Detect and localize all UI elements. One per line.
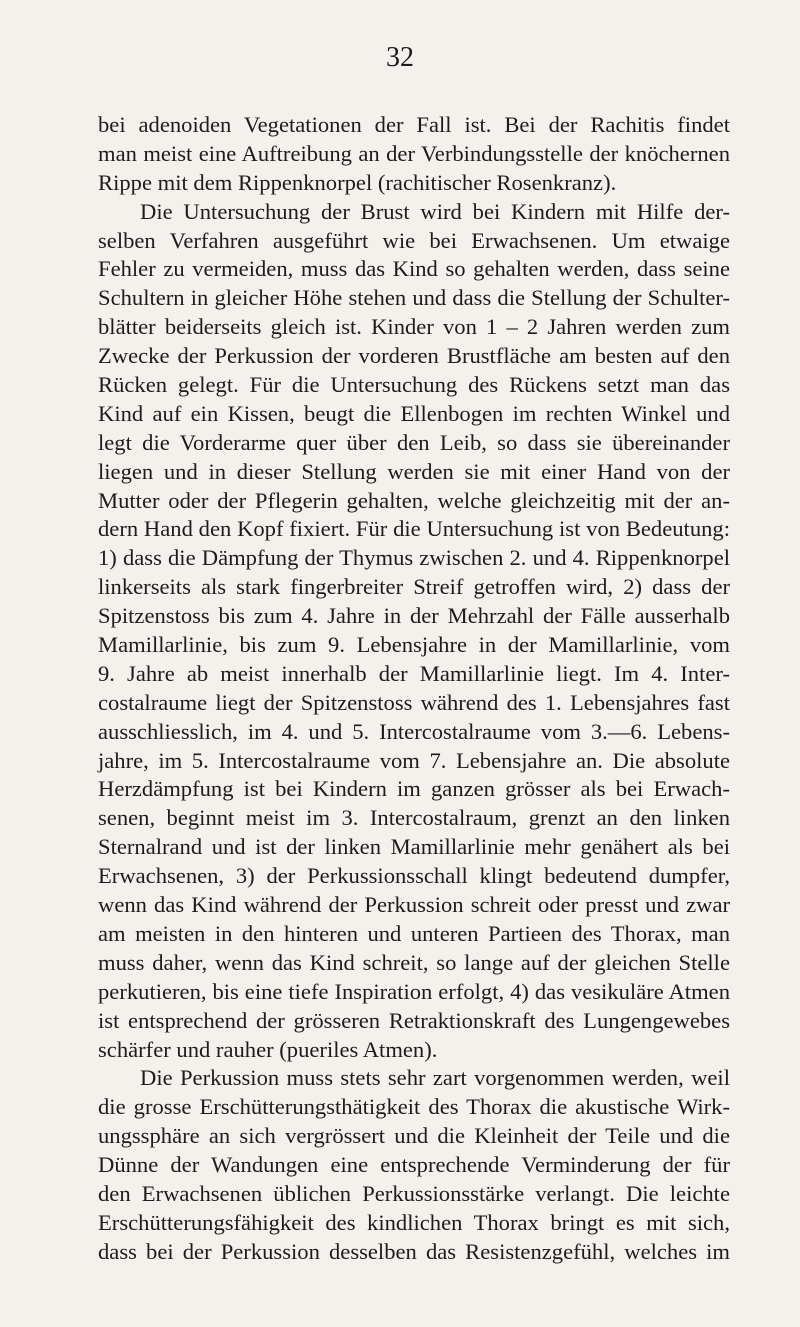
- text-line: blätter beiderseits gleich ist. Kinder von 1 – 2 Jahren werden zum: [98, 314, 730, 340]
- text-line: Rippe mit dem Rippenknorpel (rachitischer Rosenkranz).: [98, 169, 617, 195]
- text-line: Zwecke der Perkussion der vorderen Brustfläche am besten auf den: [98, 343, 730, 369]
- text-line: Sternalrand und ist der linken Mamillarlinie mehr genähert als bei: [98, 834, 730, 860]
- text-line: Spitzenstoss bis zum 4. Jahre in der Mehrzahl der Fälle ausserhalb: [98, 603, 730, 629]
- text-line: am meisten in den hinteren und unteren Partieen des Thorax, man: [98, 920, 730, 946]
- text-line: Erwachsenen, 3) der Perkussionsschall klingt bedeutend dumpfer,: [98, 863, 730, 889]
- text-line: 1) dass die Dämpfung der Thymus zwischen 2. und 4. Rippenknorpel: [98, 545, 730, 571]
- text-line: den Erwachsenen üblichen Perkussionsstärke verlangt. Die leichte: [98, 1180, 730, 1206]
- text-line: 9. Jahre ab meist innerhalb der Mamillarlinie liegt. Im 4. Inter-: [98, 660, 730, 686]
- text-line: Die Perkussion muss stets sehr zart vorgenommen werden, weil: [140, 1065, 730, 1091]
- text-line: wenn das Kind während der Perkussion schreit oder presst und zwar: [98, 892, 730, 918]
- text-line: Rücken gelegt. Für die Untersuchung des Rückens setzt man das: [98, 372, 730, 398]
- body-text: [98, 111, 730, 1267]
- text-line: bei adenoiden Vegetationen der Fall ist. Bei der Rachitis findet: [98, 112, 730, 137]
- text-line: linkerseits als stark fingerbreiter Streif getroffen wird, 2) dass der: [98, 574, 730, 600]
- text-line: Herzdämpfung ist bei Kindern im ganzen grösser als bei Erwach-: [98, 776, 730, 802]
- text-line: legt die Vorderarme quer über den Leib, so dass sie übereinander: [98, 429, 730, 455]
- text-line: ist entsprechend der grösseren Retraktionskraft des Lungengewebes: [98, 1007, 730, 1033]
- text-line: senen, beginnt meist im 3. Intercostalraum, grenzt an den linken: [98, 805, 730, 831]
- text-line: Schultern in gleicher Höhe stehen und dass die Stellung der Schulter-: [98, 285, 730, 311]
- text-line: Mutter oder der Pflegerin gehalten, welche gleichzeitig mit der an-: [98, 487, 730, 513]
- text-line: muss daher, wenn das Kind schreit, so lange auf der gleichen Stelle: [98, 949, 730, 975]
- text-line: selben Verfahren ausgeführt wie bei Erwachsenen. Um etwaige: [98, 227, 730, 253]
- text-line: Erschütterungsfähigkeit des kindlichen Thorax bringt es mit sich,: [98, 1209, 730, 1235]
- text-line: jahre, im 5. Intercostalraume vom 7. Lebensjahre an. Die absolute: [98, 747, 730, 773]
- text-line: dass bei der Perkussion desselben das Resistenzgefühl, welches im: [98, 1238, 730, 1264]
- text-line: dern Hand den Kopf fixiert. Für die Untersuchung ist von Bedeutung:: [98, 516, 730, 542]
- text-line: Kind auf ein Kissen, beugt die Ellenbogen im rechten Winkel und: [98, 400, 730, 426]
- text-line: ausschliesslich, im 4. und 5. Intercostalraume vom 3.—6. Lebens-: [98, 718, 730, 744]
- text-line: perkutieren, bis eine tiefe Inspiration erfolgt, 4) das vesikuläre Atmen: [98, 978, 730, 1004]
- text-line: liegen und in dieser Stellung werden sie mit einer Hand von der: [98, 458, 730, 484]
- text-line: costalraume liegt der Spitzenstoss während des 1. Lebensjahres fast: [98, 689, 730, 715]
- text-line: Fehler zu vermeiden, muss das Kind so gehalten werden, dass seine: [98, 256, 730, 282]
- text-line: schärfer und rauher (pueriles Atmen).: [98, 1036, 438, 1062]
- text-line: die grosse Erschütterungsthätigkeit des Thorax die akustische Wirk-: [98, 1094, 730, 1120]
- page-number: 32: [386, 42, 414, 73]
- text-line: ungssphäre an sich vergrössert und die Kleinheit der Teile und die: [98, 1123, 730, 1149]
- text-line: Die Untersuchung der Brust wird bei Kindern mit Hilfe der-: [140, 198, 730, 224]
- text-line: Dünne der Wandungen eine entsprechende Verminderung der für: [98, 1152, 730, 1178]
- text-line: Mamillarlinie, bis zum 9. Lebensjahre in der Mamillarlinie, vom: [98, 632, 730, 658]
- text-line: man meist eine Auftreibung an der Verbindungsstelle der knöchernen: [98, 140, 730, 166]
